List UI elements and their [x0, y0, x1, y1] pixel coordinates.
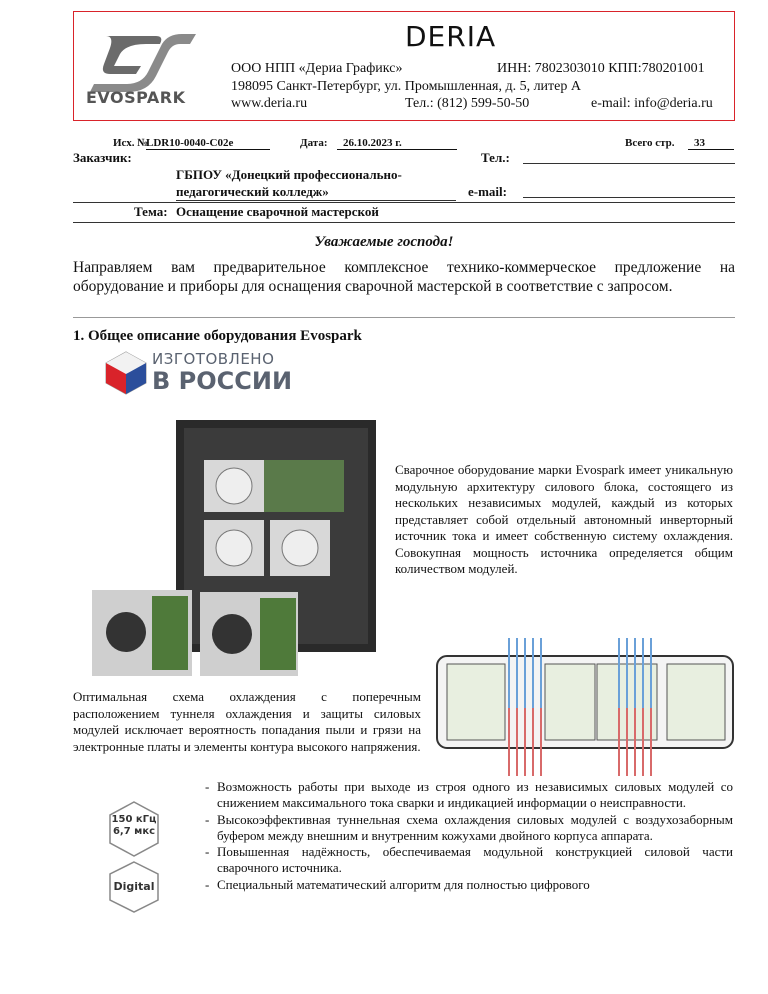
divider — [73, 317, 735, 318]
frequency-badge-line2: 6,7 мкс — [112, 826, 156, 837]
made-in-line1: ИЗГОТОВЛЕНО — [152, 350, 275, 368]
customer-name-line1: ГБПОУ «Донецкий профессионально- — [176, 167, 402, 182]
frequency-badge-line1: 150 кГц — [111, 814, 157, 825]
list-item: - Повышенная надёжность, обеспечиваемая модульной конструкцией силовой части сварочного источника. — [205, 844, 733, 877]
company-name: ООО НПП «Дериа Графикс» — [231, 61, 403, 76]
deria-logo: DERIA — [405, 20, 497, 53]
company-address: 198095 Санкт-Петербург, ул. Промышленная, д. 5, литер А — [231, 79, 581, 94]
evospark-wordmark: EVOSPARK — [86, 88, 186, 107]
pages-value: 33 — [688, 137, 734, 150]
list-item: - Возможность работы при выходе из строя одного из независимых силовых модулей со снижением максимального тока сварки и индикацией информации о неисправности. — [205, 779, 733, 812]
section-title: 1. Общее описание оборудования Evospark — [73, 328, 362, 344]
topic-label: Тема: — [134, 204, 168, 219]
ref-label: Исх. № — [113, 137, 149, 149]
phone-label: Тел.: — [481, 150, 510, 165]
list-item: - Высокоэффективная туннельная схема охлаждения силовых модулей с воздухозаборным буфером между внешним и внутренним кожухами двойного корпуса аппарата. — [205, 812, 733, 845]
made-in-russia-badge — [104, 350, 304, 396]
customer-label: Заказчик: — [73, 150, 132, 165]
inn-kpp: ИНН: 7802303010 КПП:780201001 — [497, 61, 705, 76]
customer-name-line2: педагогический колледж» — [176, 184, 329, 199]
greeting: Уважаемые господа! — [314, 234, 454, 250]
made-in-line2: В РОССИИ — [152, 367, 293, 395]
russia-flag-hexagon-icon — [104, 350, 148, 396]
email-label: e-mail: — [468, 184, 507, 199]
list-item: - Специальный математический алгоритм для полностью цифрового — [205, 877, 733, 893]
company-phone: Тел.: (812) 599-50-50 — [405, 96, 530, 111]
intro-paragraph: Направляем вам предварительное комплексное технико-коммерческое предложение на оборудование и приборы для оснащения сварочной мастерской в соответствие с запросом. — [73, 259, 735, 295]
company-website[interactable]: www.deria.ru — [231, 96, 308, 111]
phone-field — [523, 163, 735, 164]
cooling-diagram — [435, 638, 735, 778]
pages-label: Всего стр. — [625, 137, 675, 149]
divider — [73, 222, 735, 223]
date-value: 26.10.2023 г. — [337, 137, 457, 150]
customer-underline — [176, 200, 456, 201]
date-label: Дата: — [300, 137, 328, 149]
email-field — [523, 197, 735, 198]
welding-modules-photo — [92, 420, 388, 682]
digital-badge-label: Digital — [113, 880, 155, 893]
divider — [73, 202, 735, 203]
ref-value: LDR10-0040-C02e — [146, 137, 270, 150]
topic-value: Оснащение сварочной мастерской — [176, 204, 379, 219]
cooling-paragraph: Оптимальная схема охлаждения с поперечным расположением туннеля охлаждения и защиты силовых модулей исключает вероятность попадания пыли и грязи на электронные платы и элементы контура высокого напряжения. — [73, 689, 421, 754]
feature-list — [205, 779, 733, 893]
architecture-paragraph: Сварочное оборудование марки Evospark имеет уникальную модульную архитектуру силового блока, состоящего из нескольких независимых модулей, каждый из которых представляет собой отдельный автономный инверторный источник тока и имеет собственную систему охлаждения. Совокупная мощность источника определяется общим количеством модулей. — [395, 462, 733, 576]
company-email[interactable]: e-mail: info@deria.ru — [591, 96, 713, 111]
